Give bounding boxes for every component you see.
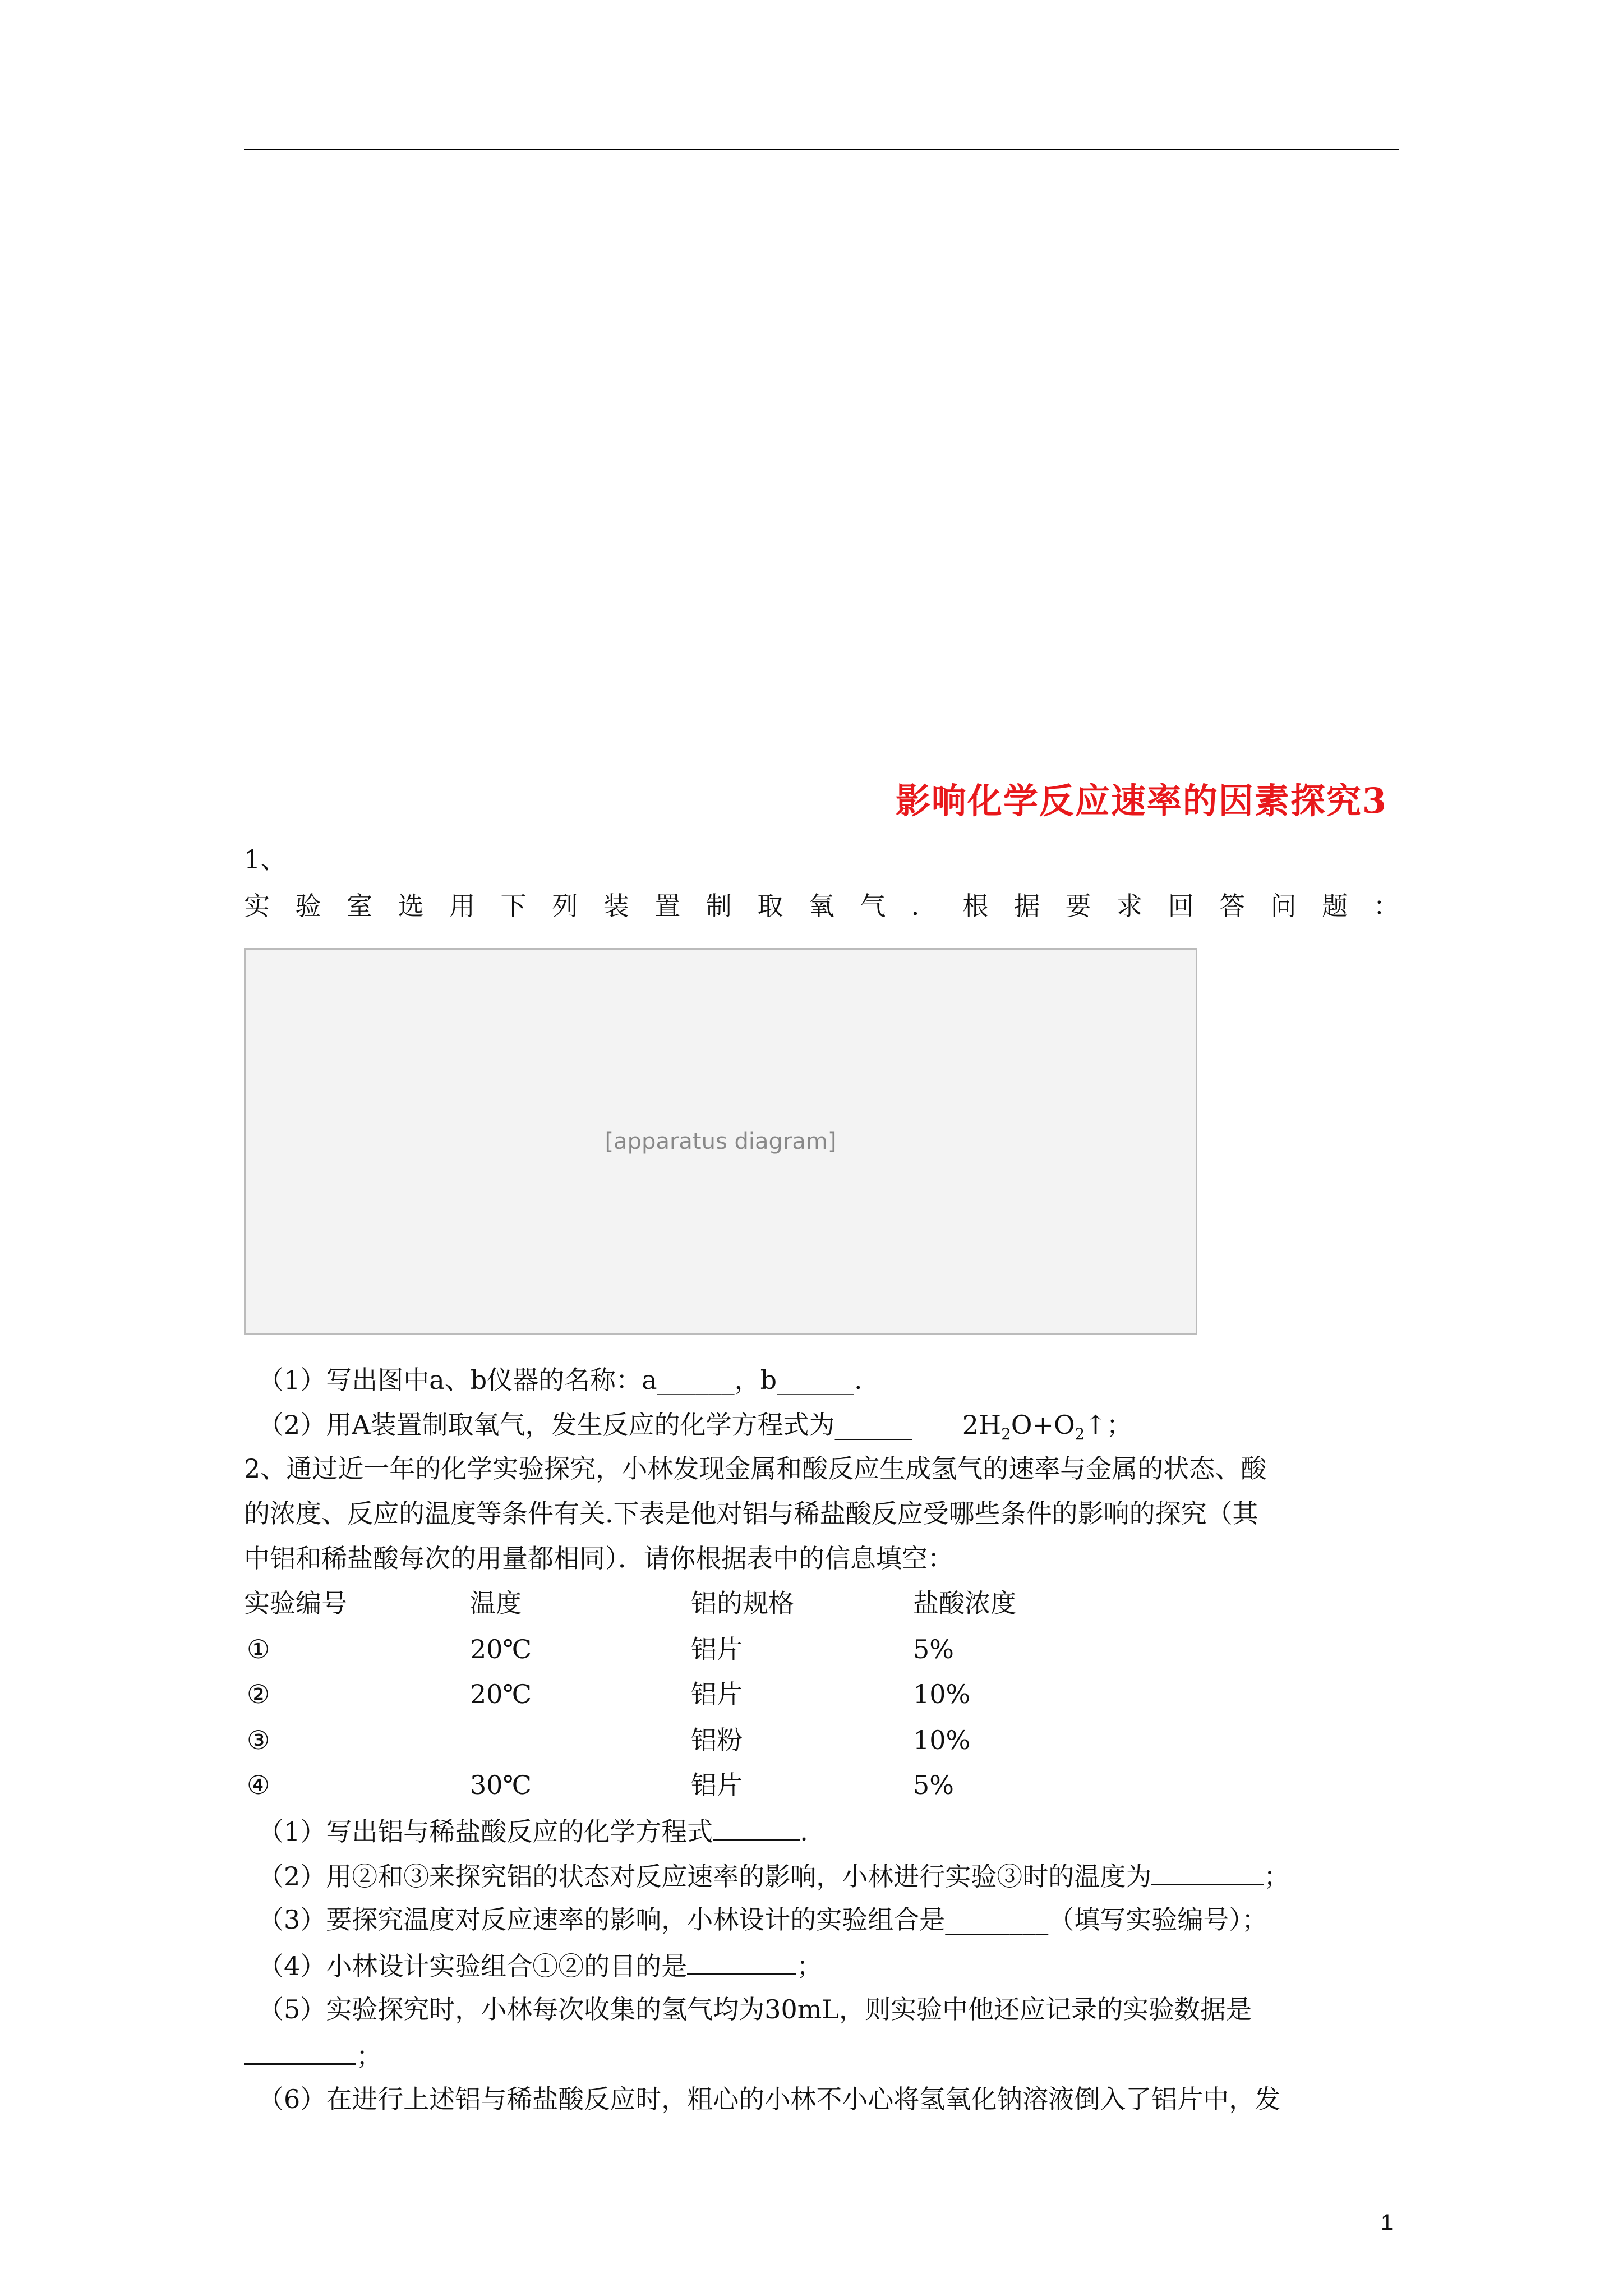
header-rule <box>244 149 1399 150</box>
q1-stem-char: 用 <box>449 891 476 921</box>
q2-sub5-blank <box>244 2037 356 2065</box>
q2-sub2 <box>258 1858 1289 1893</box>
q1-sub2-prompt: （2）用A装置制取氧气，发生反应的化学方程式为______ <box>258 1410 912 1440</box>
table-row-1-conc: 5% <box>913 1634 954 1664</box>
table-row-2-conc: 10% <box>913 1679 971 1709</box>
q1-stem-char: 气 <box>860 891 886 921</box>
q2-sub2-end: ； <box>1264 1861 1290 1892</box>
q1-stem-char: 回 <box>1168 891 1194 921</box>
q1-stem-char: 答 <box>1219 891 1246 921</box>
table-row-2-temp: 20℃ <box>470 1679 532 1709</box>
table-header-conc: 盐酸浓度 <box>913 1588 1016 1618</box>
q2-sub6: （6）在进行上述铝与稀盐酸反应时，粗心的小林不小心将氢氧化钠溶液倒入了铝片中，发 <box>258 2084 1281 2114</box>
q1-stem-char: 取 <box>757 891 783 921</box>
q1-stem-char: 下 <box>500 891 527 921</box>
q1-stem-char: 列 <box>552 891 578 921</box>
table-row-4-spec: 铝片 <box>691 1770 743 1800</box>
q2-sub3: （3）要探究温度对反应速率的影响，小林设计的实验组合是________（填写实验编号）； <box>258 1904 1268 1935</box>
table-row-1-id: ① <box>247 1634 270 1664</box>
q1-stem-char: 选 <box>398 891 424 921</box>
q1-sub2-eq-sub1: 2 <box>1001 1425 1011 1444</box>
table-row-1-spec: 铝片 <box>691 1634 743 1664</box>
figure <box>244 948 1197 1335</box>
q1-stem-char: 实 <box>244 891 270 921</box>
q2-sub4-text: （4）小林设计实验组合①②的目的是 <box>258 1951 688 1981</box>
q1-sub2-eq-c: ↑； <box>1085 1410 1132 1440</box>
q2-sub1-text: （1）写出铝与稀盐酸反应的化学方程式 <box>258 1816 713 1847</box>
table-row-3-spec: 铝粉 <box>691 1725 743 1755</box>
q1-stem-char: 验 <box>295 891 321 921</box>
table-row-3-id: ③ <box>247 1725 270 1755</box>
q1-stem-char: 置 <box>654 891 681 921</box>
q1-sub1: （1）写出图中a、b仪器的名称：a______，b______. <box>258 1365 863 1395</box>
table-row-4-id: ④ <box>247 1770 270 1800</box>
q1-stem-char: 根 <box>962 891 989 921</box>
q1-stem-char: 要 <box>1065 891 1091 921</box>
q1-stem-char: ： <box>1373 891 1399 921</box>
q2-sub5-answer <box>244 2037 382 2073</box>
q1-stem-char: 据 <box>1013 891 1040 921</box>
q1-sub2-eq-sub2: 2 <box>1075 1425 1085 1444</box>
table-row-2-id: ② <box>247 1679 270 1709</box>
table-header-id: 实验编号 <box>244 1588 347 1618</box>
page-title: 影响化学反应速率的因素探究3 <box>895 780 1387 821</box>
q2-sub5: （5）实验探究时，小林每次收集的氢气均为30mL，则实验中他还应记录的实验数据是 <box>258 1994 1252 2024</box>
table-header-spec: 铝的规格 <box>691 1588 794 1618</box>
figure-placeholder-label: [apparatus diagram] <box>605 1129 837 1154</box>
q1-stem-char: 室 <box>347 891 373 921</box>
table-row-4-conc: 5% <box>913 1770 954 1800</box>
q1-stem-char: 题 <box>1322 891 1348 921</box>
q2-intro-3: 中铝和稀盐酸每次的用量都相同）．请你根据表中的信息填空： <box>244 1543 953 1573</box>
q2-sub4-end: ； <box>796 1951 823 1981</box>
q1-sub2-eq-a: 2H <box>962 1410 1002 1440</box>
q1-stem <box>244 889 1399 923</box>
page-number: 1 <box>1381 2210 1394 2235</box>
q2-intro-1: 2、通过近一年的化学实验探究，小林发现金属和酸反应生成氢气的速率与金属的状态、酸 <box>244 1453 1267 1484</box>
table-row-2-spec: 铝片 <box>691 1679 743 1709</box>
q1-number: 1、 <box>244 844 287 875</box>
q2-sub1-end: . <box>800 1816 808 1847</box>
table-row-1-temp: 20℃ <box>470 1634 532 1664</box>
table-header-temp: 温度 <box>470 1588 522 1618</box>
q2-sub2-text: （2）用②和③来探究铝的状态对反应速率的影响，小林进行实验③时的温度为 <box>258 1861 1152 1892</box>
q1-stem-char: ． <box>911 891 937 921</box>
q2-sub1 <box>258 1813 808 1848</box>
q1-sub2-eq-b: O+O <box>1011 1410 1075 1440</box>
q2-sub4-blank <box>687 1948 796 1975</box>
table-row-3-conc: 10% <box>913 1725 971 1755</box>
q1-stem-char: 制 <box>706 891 732 921</box>
q1-stem-char: 问 <box>1270 891 1297 921</box>
table-row-4-temp: 30℃ <box>470 1770 532 1800</box>
q2-sub2-blank <box>1151 1858 1264 1885</box>
q2-intro-2: 的浓度、反应的温度等条件有关.下表是他对铝与稀盐酸反应受哪些条件的影响的探究（其 <box>244 1498 1258 1529</box>
q1-stem-char: 求 <box>1117 891 1143 921</box>
q1-stem-char: 装 <box>603 891 629 921</box>
q2-sub1-blank <box>713 1813 800 1841</box>
q1-sub2 <box>258 1408 1132 1451</box>
q2-sub5-end: ； <box>356 2041 382 2071</box>
q1-stem-char: 氧 <box>808 891 834 921</box>
q2-sub4 <box>258 1948 822 1983</box>
